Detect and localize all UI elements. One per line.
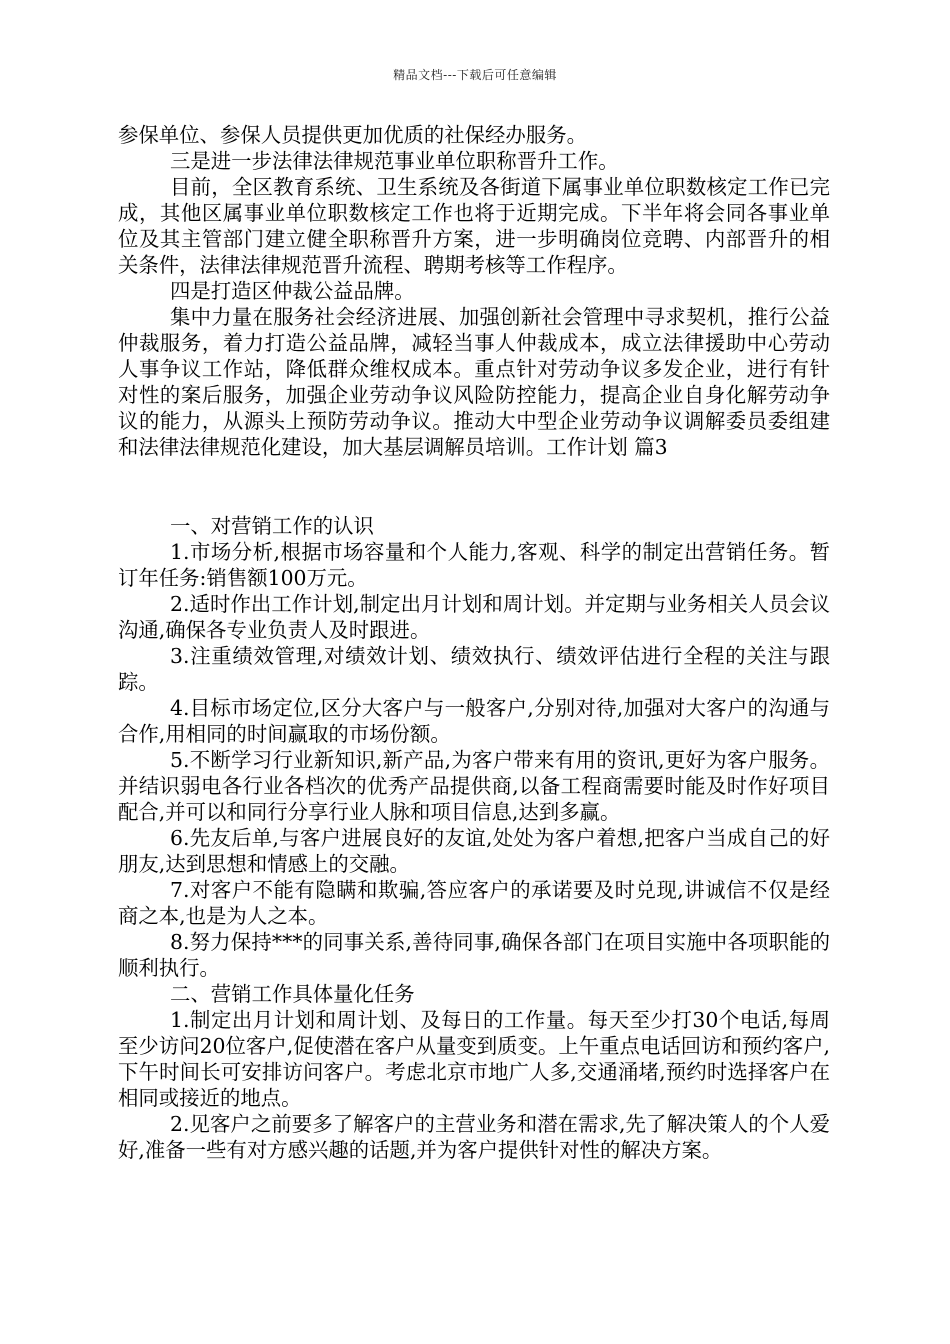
section-heading: 二、营销工作具体量化任务 [170, 982, 415, 1006]
list-item: 1.市场分析,根据市场容量和个人能力,客观、科学的制定出营销任务。暂订年任务:销售额100万元。 [118, 540, 830, 590]
document-body [118, 122, 830, 1163]
section-heading: 一、对营销工作的认识 [170, 514, 374, 538]
list-item: 3.注重绩效管理,对绩效计划、绩效执行、绩效评估进行全程的关注与跟踪。 [118, 644, 830, 694]
paragraph: 三是进一步法律法律规范事业单位职称晋升工作。 [170, 149, 619, 173]
list-item: 4.目标市场定位,区分大客户与一般客户,分别对待,加强对大客户的沟通与合作,用相同的时间赢取的市场份额。 [118, 696, 830, 746]
list-item: 6.先友后单,与客户进展良好的友谊,处处为客户着想,把客户当成自己的好朋友,达到思想和情感上的交融。 [118, 826, 830, 876]
list-item: 5.不断学习行业新知识,新产品,为客户带来有用的资讯,更好为客户服务。并结识弱电各行业各档次的优秀产品提供商,以备工程商需要时能及时作好项目配合,并可以和同行分享行业人脉和项目信息,达到多赢。 [118, 748, 830, 824]
list-item: 2.见客户之前要多了解客户的主营业务和潜在需求,先了解决策人的个人爱好,准备一些有对方感兴趣的话题,并为客户提供针对性的解决方案。 [118, 1112, 830, 1162]
list-item: 7.对客户不能有隐瞒和欺骗,答应客户的承诺要及时兑现,讲诚信不仅是经商之本,也是为人之本。 [118, 878, 830, 928]
page-header: 精品文档---下载后可任意编辑 [393, 68, 557, 82]
list-item: 1.制定出月计划和周计划、及每日的工作量。每天至少打30个电话,每周至少访问20位客户,促使潜在客户从量变到质变。上午重点电话回访和预约客户,下午时间长可安排访问客户。考虑北京市地广人多,交通涌堵,预约时选择客户在相同或接近的地点。 [118, 1008, 830, 1110]
spacer [118, 460, 830, 513]
paragraph: 集中力量在服务社会经济进展、加强创新社会管理中寻求契机，推行公益仲裁服务，着力打造公益品牌，减轻当事人仲裁成本，成立法律援助中心劳动人事争议工作站，降低群众维权成本。重点针对劳动争议多发企业，进行有针对性的案后服务，加强企业劳动争议风险防控能力，提高企业自身化解劳动争议的能力，从源头上预防劳动争议。推动大中型企业劳动争议调解委员委组建和法律法律规范化建设，加大基层调解员培训。工作计划 篇3 [118, 305, 830, 459]
paragraph: 参保单位、参保人员提供更加优质的社保经办服务。 [118, 123, 587, 147]
paragraph: 目前，全区教育系统、卫生系统及各街道下属事业单位职数核定工作已完成，其他区属事业单位职数核定工作也将于近期完成。下半年将会同各事业单位及其主管部门建立健全职称晋升方案，进一步明确岗位竞聘、内部晋升的相关条件，法律法律规范晋升流程、聘期考核等工作程序。 [118, 175, 830, 277]
list-item: 2.适时作出工作计划,制定出月计划和周计划。并定期与业务相关人员会议沟通,确保各专业负责人及时跟进。 [118, 592, 830, 642]
paragraph: 四是打造区仲裁公益品牌。 [170, 279, 415, 303]
list-item: 8.努力保持***的同事关系,善待同事,确保各部门在项目实施中各项职能的顺利执行。 [118, 930, 830, 980]
